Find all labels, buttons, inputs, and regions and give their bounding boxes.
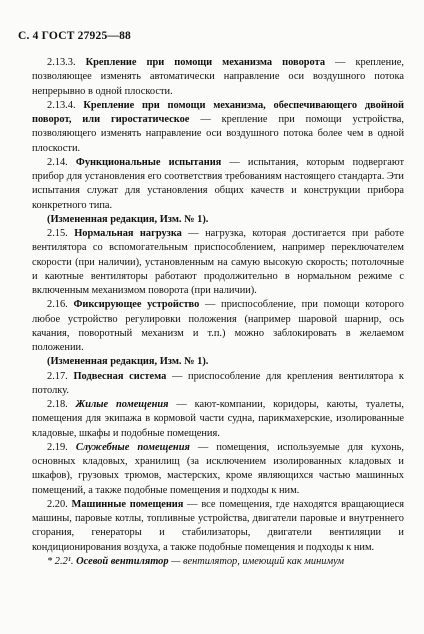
- clause-2-17: [32, 370, 404, 399]
- clause-term: Осевой вентилятор: [76, 555, 169, 567]
- clause-number: 2.13.3.: [47, 57, 76, 68]
- clause-term: Подвесная система: [73, 370, 167, 382]
- clause-number: 2.14.: [47, 156, 68, 168]
- clause-2-19: [32, 441, 404, 498]
- clause-text: — нагрузка, которая достигается при работе вентилятора со вспомогательным приспособлением, например переключателем скорости (при наличии), установленным на самую высокую скорость; потолочные и каютные вентиляторы работают продолжительно в нормальном режиме с включенным механизмом поворота (при наличии).: [32, 228, 404, 296]
- clause-number: 2.15.: [47, 228, 68, 239]
- clause-term: Жилые помещения: [75, 399, 169, 410]
- clause-2-16: [32, 298, 404, 355]
- clause-number: 2.20.: [47, 498, 68, 510]
- document-body: [32, 56, 404, 569]
- clause-term: Фиксирующее устройство: [73, 299, 200, 311]
- clause-number: 2.13.4.: [47, 99, 76, 111]
- clause-text: — крепление, позволяющее изменять автоматически направление оси воздушного потока непрерывно в одной плоскости.: [32, 57, 404, 97]
- clause-2-2-1: [32, 555, 404, 569]
- amendment-note: (Измененная редакция, Изм. № 1).: [47, 213, 209, 225]
- clause-term: Служебные помещения: [75, 441, 190, 453]
- clause-text: — испытания, которым подвергают прибор для установления его соответствия требованиям настоящего стандарта. Эти испытания служат для установления общих качеств и конструкции прибора конкретного типа.: [32, 156, 405, 211]
- clause-number: 2.17.: [47, 370, 68, 382]
- clause-number: 2.18.: [47, 399, 68, 410]
- clause-term: Крепление при помощи механизма, обеспечивающего двойной поворот, или гиростатическое: [32, 99, 404, 125]
- clause-text: — крепление при помощи устройства, позволяющего изменять направление оси воздушного потока более чем в одной плоскости.: [32, 114, 404, 154]
- clause-2-13-3: [32, 56, 404, 99]
- clause-text: — помещения, используемые для кухонь, основных кладовых, хранилищ (за исключением изолированных кладовых и шкафов), грузовых трюмов, мастерских, кроме являющихся частью машинных помещений, а также подобные помещения и подходы к ним.: [32, 441, 404, 496]
- clause-text: — приспособление, при помощи которого любое устройство регулировки положения (например шаровой шарнир, ось качания, поворотный механизм и т.п.) можно заблокировать в желаемом положении.: [32, 299, 404, 353]
- clause-2-13-4: [32, 99, 404, 156]
- clause-number: 2.16.: [47, 299, 68, 311]
- clause-text: — приспособление для крепления вентилятора к потолку.: [32, 370, 404, 396]
- clause-term: Функциональные испытания: [75, 156, 222, 168]
- clause-2-14: [32, 156, 404, 213]
- clause-term: Крепление при помощи механизма поворота: [85, 57, 326, 68]
- amendment-note: (Измененная редакция, Изм. № 1).: [47, 356, 209, 368]
- clause-number: * 2.2¹.: [47, 555, 74, 567]
- page-header: С. 4 ГОСТ 27925—88: [18, 30, 131, 42]
- clause-text: — вентилятор, имеющий как минимум: [168, 555, 345, 567]
- clause-term: Нормальная нагрузка: [74, 228, 182, 239]
- clause-term: Машинные помещения: [71, 498, 184, 510]
- clause-2-18: [32, 398, 404, 441]
- clause-number: 2.19.: [47, 441, 68, 453]
- clause-2-15: [32, 227, 404, 298]
- clause-2-20: [32, 498, 404, 555]
- clause-text: — кают-компании, коридоры, каюты, туалеты, помещения для экипажа в кормовой части судна, парикмахерские, изолированные кладовые, шкафы и подобные помещения.: [32, 399, 404, 439]
- clause-text: — все помещения, где находятся вращающиеся машины, паровые котлы, топливные устройства, двигатели паровые и внутреннего сгорания, генераторы и стабилизаторы, двигатели вентиляции и кондиционирования воздуха, а также подобные помещения и подходы к ним.: [32, 498, 404, 553]
